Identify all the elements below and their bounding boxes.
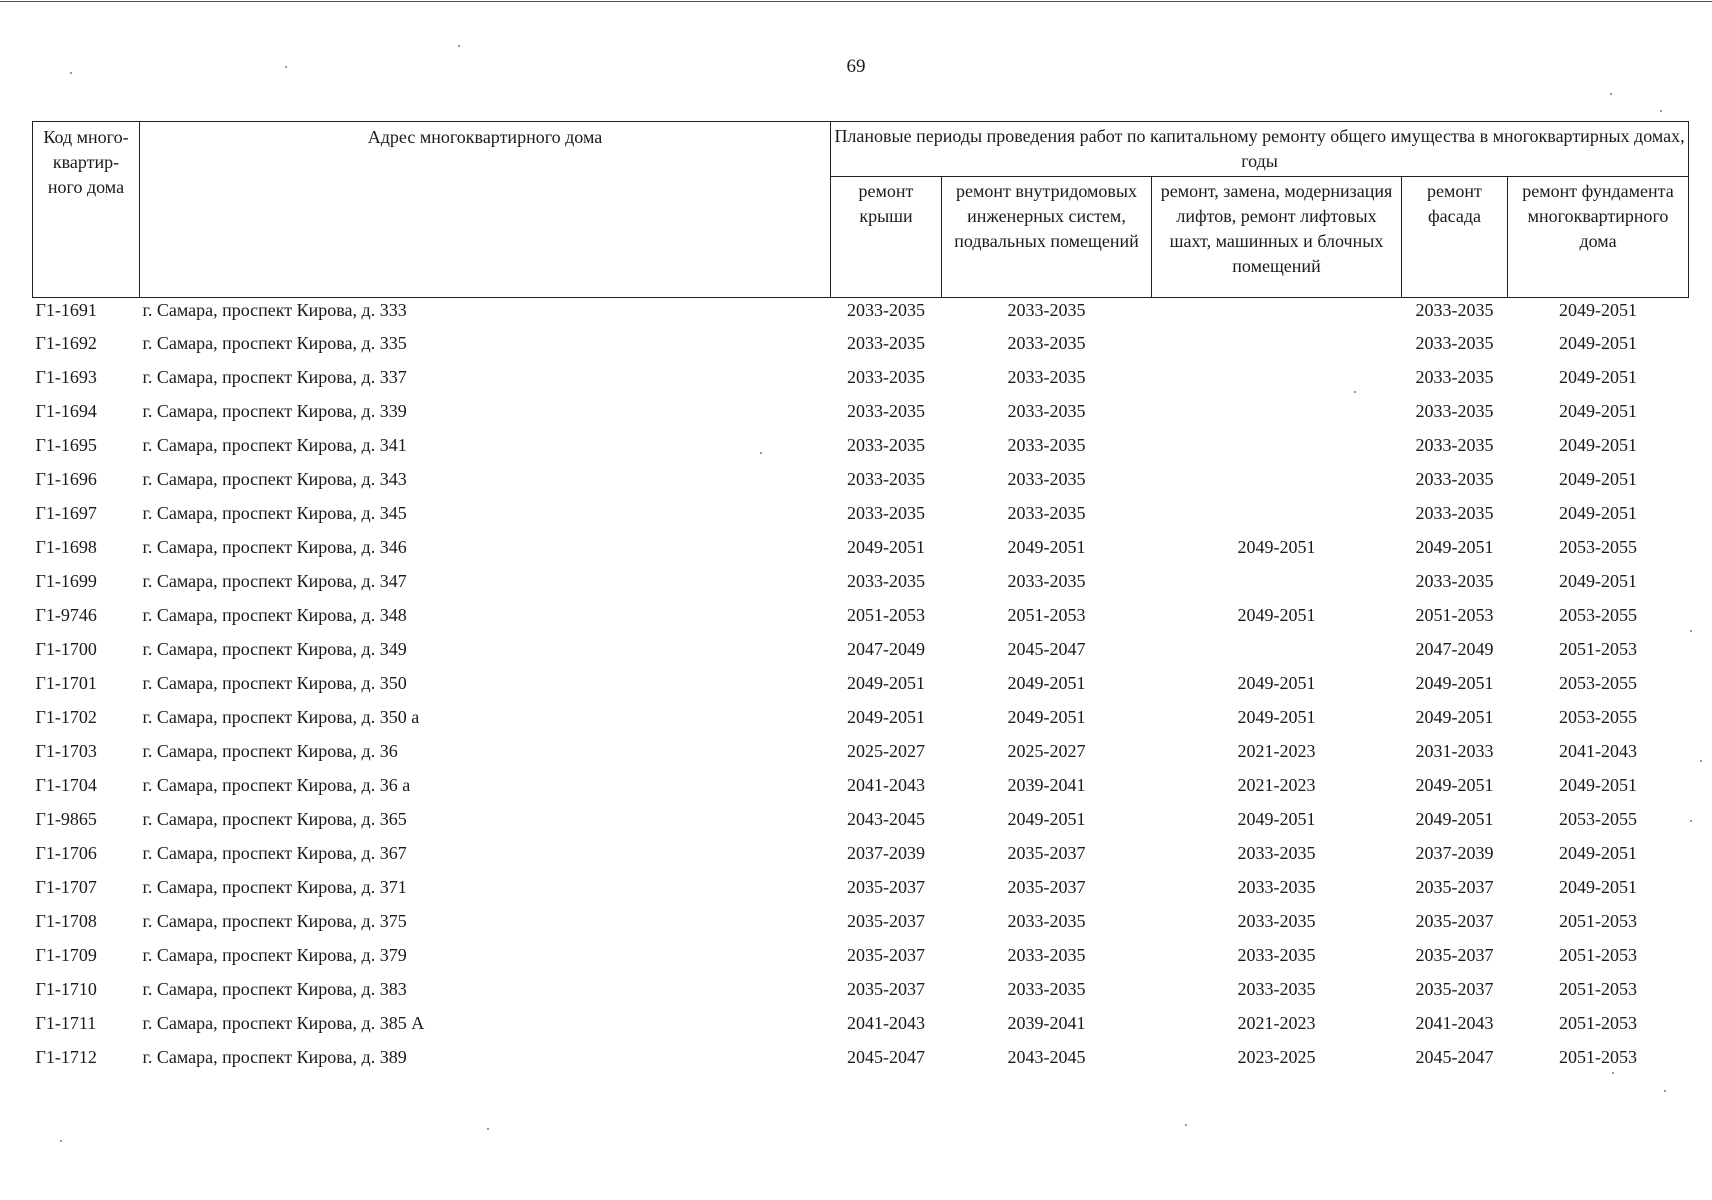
cell-systems: 2039-2041	[1007, 774, 1086, 795]
cell-address: г. Самара, проспект Кирова, д. 379	[142, 944, 407, 965]
table-row	[33, 632, 1689, 666]
header-periods: Плановые периоды проведения работ по капитальному ремонту общего имущества в многоквартирных домах, годы	[831, 122, 1689, 177]
cell-lifts: 2033-2035	[1237, 978, 1316, 999]
cell-address: г. Самара, проспект Кирова, д. 365	[142, 808, 407, 829]
cell-facade: 2033-2035	[1415, 366, 1494, 387]
table-body	[33, 298, 1689, 1075]
cell-address: г. Самара, проспект Кирова, д. 337	[142, 366, 407, 387]
cell-facade: 2033-2035	[1415, 332, 1494, 353]
cell-address: г. Самара, проспект Кирова, д. 347	[142, 570, 407, 591]
table-row	[33, 1040, 1689, 1074]
table-row	[33, 1006, 1689, 1040]
cell-facade: 2031-2033	[1415, 740, 1494, 761]
cell-facade: 2035-2037	[1415, 910, 1494, 931]
cell-roof: 2047-2049	[847, 638, 925, 659]
table-row	[33, 598, 1689, 632]
cell-foundation: 2051-2053	[1559, 910, 1638, 931]
scan-speck	[1690, 630, 1692, 632]
cell-lifts	[1152, 428, 1402, 462]
cell-systems: 2049-2051	[1007, 808, 1086, 829]
cell-systems: 2033-2035	[1007, 570, 1086, 591]
cell-address: г. Самара, проспект Кирова, д. 367	[142, 842, 407, 863]
cell-foundation: 2051-2053	[1559, 638, 1638, 659]
table-row	[33, 870, 1689, 904]
cell-address: г. Самара, проспект Кирова, д. 339	[142, 400, 407, 421]
cell-systems: 2045-2047	[1007, 638, 1086, 659]
header-systems: ремонт внутридомовых инженерных систем, подвальных помещений	[942, 177, 1152, 298]
cell-facade: 2041-2043	[1415, 1012, 1494, 1033]
cell-foundation: 2049-2051	[1559, 434, 1638, 455]
cell-foundation: 2049-2051	[1559, 332, 1638, 353]
header-lifts: ремонт, замена, модернизация лифтов, ремонт лифтовых шахт, машинных и блочных помещений	[1152, 177, 1402, 298]
cell-address: г. Самара, проспект Кирова, д. 345	[142, 502, 407, 523]
cell-lifts: 2049-2051	[1237, 672, 1316, 693]
cell-roof: 2041-2043	[847, 774, 925, 795]
cell-foundation: 2053-2055	[1559, 672, 1638, 693]
cell-foundation: 2049-2051	[1559, 400, 1638, 421]
cell-systems: 2033-2035	[1007, 978, 1086, 999]
scan-speck	[1612, 1072, 1614, 1074]
cell-lifts	[1152, 394, 1402, 428]
cell-facade: 2049-2051	[1415, 536, 1494, 557]
cell-address: г. Самара, проспект Кирова, д. 335	[142, 332, 407, 353]
cell-roof: 2033-2035	[847, 366, 925, 387]
cell-systems: 2043-2045	[1007, 1046, 1086, 1067]
cell-address: г. Самара, проспект Кирова, д. 349	[142, 638, 407, 659]
cell-foundation: 2049-2051	[1559, 876, 1638, 897]
cell-address: г. Самара, проспект Кирова, д. 383	[142, 978, 407, 999]
cell-roof: 2033-2035	[847, 468, 925, 489]
cell-systems: 2033-2035	[1007, 944, 1086, 965]
cell-address: г. Самара, проспект Кирова, д. 333	[142, 300, 407, 320]
cell-systems: 2033-2035	[1007, 468, 1086, 489]
table-row	[33, 326, 1689, 360]
cell-lifts: 2033-2035	[1237, 910, 1316, 931]
table-row	[33, 700, 1689, 734]
cell-facade: 2049-2051	[1415, 774, 1494, 795]
cell-systems: 2033-2035	[1007, 434, 1086, 455]
cell-roof: 2033-2035	[847, 400, 925, 421]
cell-foundation: 2053-2055	[1559, 536, 1638, 557]
cell-code: Г1-1707	[35, 876, 97, 897]
cell-systems: 2049-2051	[1007, 536, 1086, 557]
cell-roof: 2049-2051	[847, 706, 925, 727]
cell-code: Г1-9746	[35, 604, 97, 625]
cell-foundation: 2049-2051	[1559, 570, 1638, 591]
table-row	[33, 972, 1689, 1006]
cell-roof: 2033-2035	[847, 570, 925, 591]
cell-foundation: 2051-2053	[1559, 1012, 1638, 1033]
cell-lifts	[1152, 360, 1402, 394]
cell-lifts	[1152, 326, 1402, 360]
cell-facade: 2049-2051	[1415, 672, 1494, 693]
cell-code: Г1-1691	[35, 300, 97, 320]
table-row	[33, 360, 1689, 394]
table-row	[33, 564, 1689, 598]
cell-systems: 2033-2035	[1007, 400, 1086, 421]
scan-speck	[285, 66, 287, 68]
cell-facade: 2051-2053	[1415, 604, 1494, 625]
cell-facade: 2049-2051	[1415, 706, 1494, 727]
cell-address: г. Самара, проспект Кирова, д. 341	[142, 434, 407, 455]
cell-code: Г1-1706	[35, 842, 97, 863]
cell-systems: 2035-2037	[1007, 876, 1086, 897]
scan-speck	[70, 72, 72, 74]
cell-address: г. Самара, проспект Кирова, д. 350 а	[142, 706, 420, 727]
cell-roof: 2033-2035	[847, 502, 925, 523]
scan-speck	[1185, 1124, 1187, 1126]
cell-lifts	[1152, 462, 1402, 496]
cell-code: Г1-1702	[35, 706, 97, 727]
cell-roof: 2049-2051	[847, 536, 925, 557]
cell-code: Г1-1697	[35, 502, 97, 523]
header-address: Адрес многоквартирного дома	[140, 122, 831, 298]
cell-code: Г1-1708	[35, 910, 97, 931]
cell-lifts: 2021-2023	[1237, 740, 1316, 761]
cell-address: г. Самара, проспект Кирова, д. 346	[142, 536, 407, 557]
cell-foundation: 2049-2051	[1559, 300, 1638, 320]
cell-facade: 2047-2049	[1415, 638, 1494, 659]
cell-facade: 2033-2035	[1415, 502, 1494, 523]
cell-code: Г1-1700	[35, 638, 97, 659]
cell-lifts: 2021-2023	[1237, 1012, 1316, 1033]
cell-roof: 2033-2035	[847, 434, 925, 455]
cell-facade: 2037-2039	[1415, 842, 1494, 863]
scan-speck	[487, 1128, 489, 1130]
cell-systems: 2025-2027	[1007, 740, 1086, 761]
cell-facade: 2033-2035	[1415, 468, 1494, 489]
cell-systems: 2033-2035	[1007, 910, 1086, 931]
cell-lifts: 2021-2023	[1237, 774, 1316, 795]
cell-facade: 2049-2051	[1415, 808, 1494, 829]
table-row	[33, 666, 1689, 700]
cell-roof: 2025-2027	[847, 740, 925, 761]
cell-address: г. Самара, проспект Кирова, д. 350	[142, 672, 407, 693]
cell-foundation: 2053-2055	[1559, 604, 1638, 625]
table-row	[33, 802, 1689, 836]
header-facade: ремонт фасада	[1402, 177, 1508, 298]
table-header	[33, 122, 1689, 298]
cell-roof: 2035-2037	[847, 978, 925, 999]
cell-foundation: 2053-2055	[1559, 808, 1638, 829]
cell-systems: 2039-2041	[1007, 1012, 1086, 1033]
cell-code: Г1-1692	[35, 332, 97, 353]
scan-speck	[760, 452, 762, 454]
scan-speck	[458, 45, 460, 47]
cell-foundation: 2049-2051	[1559, 502, 1638, 523]
table-row	[33, 768, 1689, 802]
cell-code: Г1-9865	[35, 808, 97, 829]
cell-lifts	[1152, 298, 1402, 327]
cell-code: Г1-1701	[35, 672, 97, 693]
cell-lifts: 2033-2035	[1237, 944, 1316, 965]
cell-lifts: 2049-2051	[1237, 536, 1316, 557]
cell-roof: 2041-2043	[847, 1012, 925, 1033]
cell-lifts: 2049-2051	[1237, 604, 1316, 625]
header-roof: ремонт крыши	[831, 177, 942, 298]
cell-address: г. Самара, проспект Кирова, д. 389	[142, 1046, 407, 1067]
table-row	[33, 836, 1689, 870]
cell-roof: 2035-2037	[847, 876, 925, 897]
cell-facade: 2033-2035	[1415, 570, 1494, 591]
cell-code: Г1-1694	[35, 400, 97, 421]
scan-speck	[60, 1140, 62, 1142]
table-row	[33, 298, 1689, 327]
cell-roof: 2033-2035	[847, 332, 925, 353]
scan-speck	[1700, 760, 1702, 762]
cell-foundation: 2049-2051	[1559, 468, 1638, 489]
cell-facade: 2033-2035	[1415, 434, 1494, 455]
cell-roof: 2051-2053	[847, 604, 925, 625]
cell-facade: 2033-2035	[1415, 400, 1494, 421]
cell-roof: 2033-2035	[847, 300, 925, 320]
cell-roof: 2035-2037	[847, 910, 925, 931]
cell-systems: 2035-2037	[1007, 842, 1086, 863]
cell-roof: 2045-2047	[847, 1046, 925, 1067]
cell-address: г. Самара, проспект Кирова, д. 36	[142, 740, 398, 761]
cell-facade: 2045-2047	[1415, 1046, 1494, 1067]
cell-lifts	[1152, 564, 1402, 598]
header-code: Код много-квартир-ного дома	[33, 122, 140, 298]
cell-systems: 2033-2035	[1007, 366, 1086, 387]
cell-roof: 2035-2037	[847, 944, 925, 965]
table-row	[33, 394, 1689, 428]
cell-facade: 2035-2037	[1415, 978, 1494, 999]
cell-foundation: 2051-2053	[1559, 944, 1638, 965]
cell-roof: 2037-2039	[847, 842, 925, 863]
cell-systems: 2033-2035	[1007, 332, 1086, 353]
cell-lifts	[1152, 496, 1402, 530]
cell-code: Г1-1704	[35, 774, 97, 795]
scan-speck	[1354, 391, 1356, 393]
cell-code: Г1-1696	[35, 468, 97, 489]
table-row	[33, 904, 1689, 938]
scan-speck	[1610, 93, 1612, 95]
cell-code: Г1-1711	[35, 1012, 97, 1033]
page-number: 69	[846, 56, 866, 77]
cell-code: Г1-1695	[35, 434, 97, 455]
cell-code: Г1-1703	[35, 740, 97, 761]
table-row	[33, 462, 1689, 496]
table-row	[33, 530, 1689, 564]
capital-repair-table	[32, 121, 1689, 1074]
cell-facade: 2033-2035	[1415, 300, 1494, 320]
cell-facade: 2035-2037	[1415, 876, 1494, 897]
cell-facade: 2035-2037	[1415, 944, 1494, 965]
cell-foundation: 2053-2055	[1559, 706, 1638, 727]
scan-speck	[1690, 820, 1692, 822]
cell-foundation: 2049-2051	[1559, 842, 1638, 863]
cell-address: г. Самара, проспект Кирова, д. 343	[142, 468, 407, 489]
table-row	[33, 496, 1689, 530]
cell-address: г. Самара, проспект Кирова, д. 385 А	[142, 1012, 425, 1033]
cell-address: г. Самара, проспект Кирова, д. 371	[142, 876, 407, 897]
cell-lifts: 2049-2051	[1237, 706, 1316, 727]
cell-code: Г1-1698	[35, 536, 97, 557]
cell-systems: 2051-2053	[1007, 604, 1086, 625]
cell-systems: 2049-2051	[1007, 672, 1086, 693]
cell-lifts: 2033-2035	[1237, 842, 1316, 863]
cell-systems: 2033-2035	[1007, 300, 1086, 320]
cell-systems: 2049-2051	[1007, 706, 1086, 727]
header-foundation: ремонт фундамента многоквартирного дома	[1508, 177, 1689, 298]
table-row	[33, 734, 1689, 768]
cell-code: Г1-1693	[35, 366, 97, 387]
cell-foundation: 2051-2053	[1559, 978, 1638, 999]
cell-lifts: 2033-2035	[1237, 876, 1316, 897]
scan-speck	[1660, 110, 1662, 112]
table-row	[33, 938, 1689, 972]
cell-address: г. Самара, проспект Кирова, д. 36 а	[142, 774, 411, 795]
cell-foundation: 2051-2053	[1559, 1046, 1638, 1067]
cell-address: г. Самара, проспект Кирова, д. 375	[142, 910, 407, 931]
cell-lifts	[1152, 632, 1402, 666]
cell-systems: 2033-2035	[1007, 502, 1086, 523]
cell-address: г. Самара, проспект Кирова, д. 348	[142, 604, 407, 625]
cell-lifts: 2023-2025	[1237, 1046, 1316, 1067]
table-row	[33, 428, 1689, 462]
cell-roof: 2043-2045	[847, 808, 925, 829]
cell-foundation: 2049-2051	[1559, 366, 1638, 387]
top-rule	[0, 1, 1712, 2]
cell-foundation: 2049-2051	[1559, 774, 1638, 795]
cell-code: Г1-1699	[35, 570, 97, 591]
cell-roof: 2049-2051	[847, 672, 925, 693]
cell-code: Г1-1709	[35, 944, 97, 965]
cell-code: Г1-1712	[35, 1046, 97, 1067]
cell-foundation: 2041-2043	[1559, 740, 1638, 761]
scan-speck	[1664, 1090, 1666, 1092]
cell-code: Г1-1710	[35, 978, 97, 999]
cell-lifts: 2049-2051	[1237, 808, 1316, 829]
